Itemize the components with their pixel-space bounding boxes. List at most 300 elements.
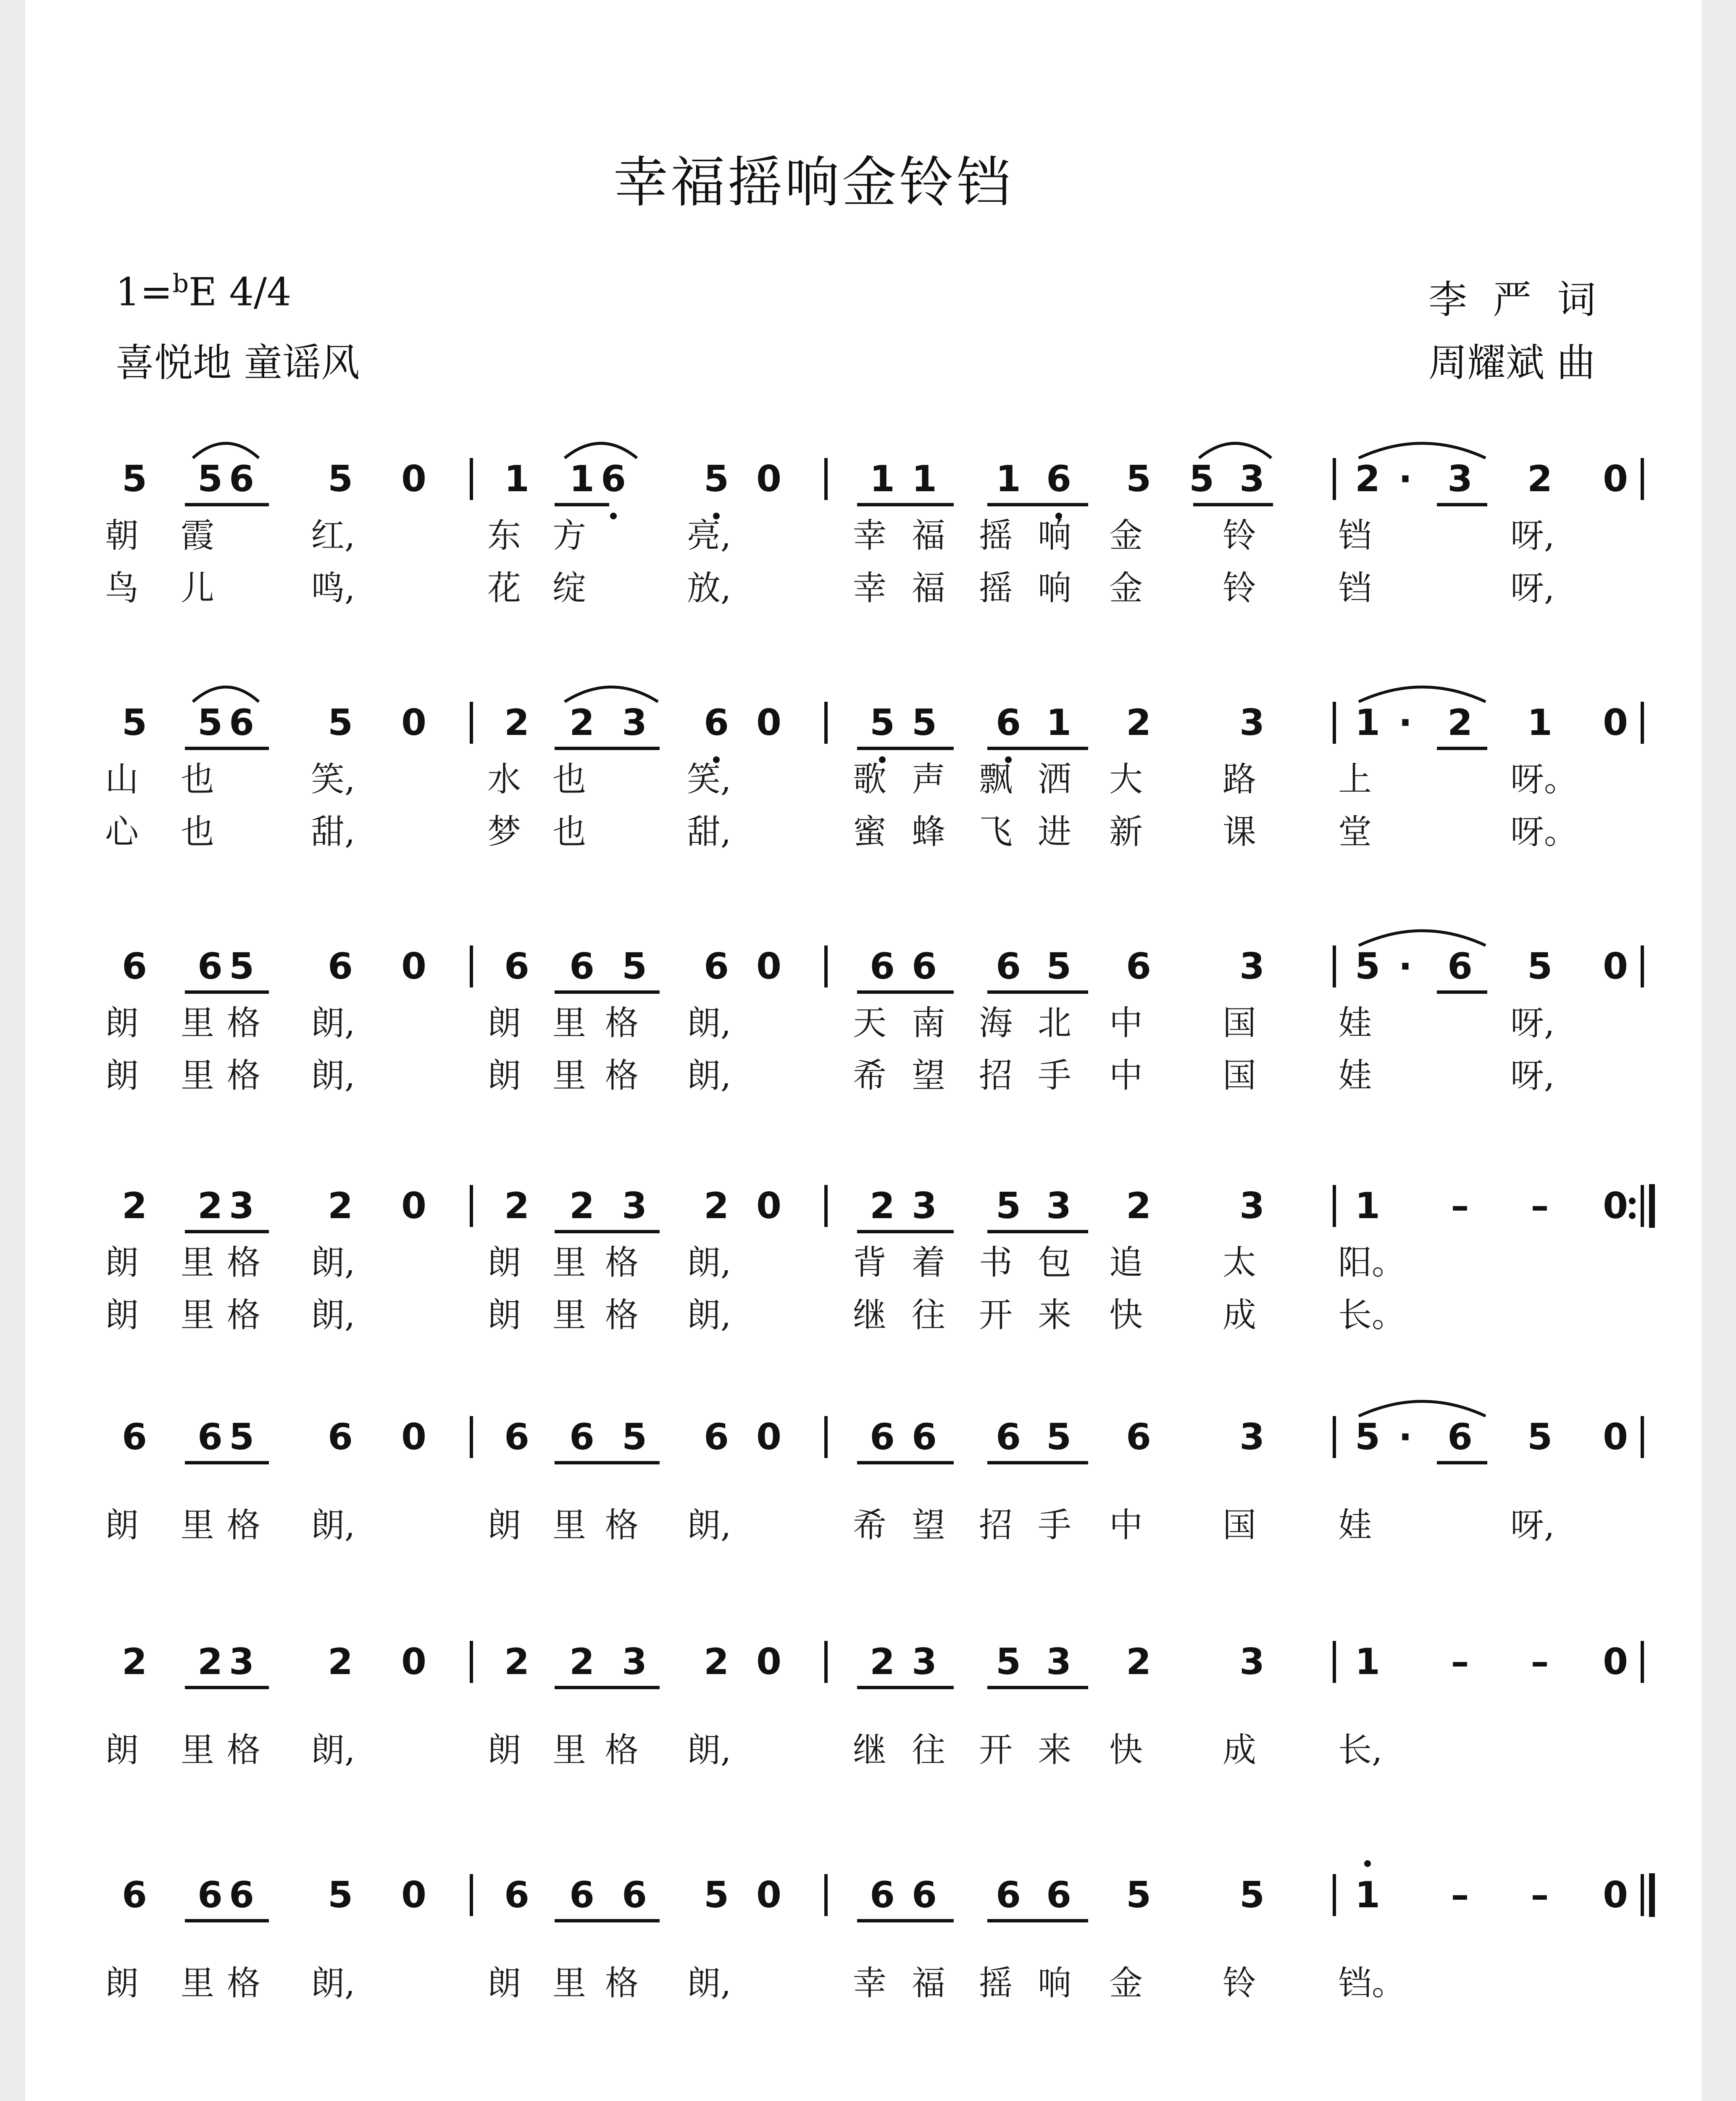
lyric-syllable: 着: [912, 1243, 945, 1282]
lyric-syllable: 蜜: [853, 812, 886, 851]
note-16: 3: [1239, 1416, 1265, 1458]
lyric-syllable: 快: [1109, 1730, 1143, 1769]
note-12: 3: [912, 1641, 937, 1683]
lyric-syllable: 东: [487, 516, 521, 555]
note-5: 0: [401, 702, 426, 744]
eighth-underline: [987, 1686, 1088, 1689]
barline: [470, 1641, 473, 1683]
lyric-syllable: 长,: [1338, 1730, 1383, 1769]
note-2: 2: [197, 1185, 223, 1227]
key-time: E 4/4: [189, 269, 292, 315]
eighth-underline: [185, 747, 269, 750]
note-11: 2: [870, 1641, 895, 1683]
note-13: 6: [996, 1416, 1021, 1458]
lyric-syllable: 里: [181, 1003, 214, 1043]
lyric-syllable: 望: [912, 1056, 945, 1095]
lyric-syllable: 朗: [105, 1003, 139, 1043]
lyric-syllable: 朗: [487, 1243, 521, 1282]
lyric-syllable: 铃: [1223, 516, 1256, 555]
note-21: 0: [1603, 702, 1628, 744]
note-9: 6: [704, 1416, 729, 1458]
note-8: 3: [622, 702, 647, 744]
note-18: ·: [1398, 702, 1412, 744]
note-13: 1: [996, 458, 1021, 500]
note-18: 2: [1355, 458, 1380, 500]
barline: [470, 702, 473, 744]
lyric-syllable: 招: [979, 1056, 1013, 1095]
lyric-syllable: 课: [1223, 812, 1256, 851]
eighth-underline: [987, 747, 1088, 750]
note-16: 3: [1239, 1641, 1265, 1683]
repeat-dot: [1629, 1198, 1636, 1204]
lyric-syllable: 追: [1109, 1243, 1143, 1282]
lyric-syllable: 里: [181, 1295, 214, 1335]
note-17: 5: [1355, 1416, 1380, 1458]
lyric-syllable: 洒: [1038, 760, 1071, 799]
barline: [470, 1874, 473, 1916]
lyric-syllable: 红,: [311, 516, 355, 555]
note-4: 5: [328, 1874, 353, 1916]
barline: [1333, 1416, 1336, 1458]
note-3: 5: [229, 945, 254, 987]
key-prefix: 1=: [116, 269, 173, 315]
note-4: 2: [328, 1641, 353, 1683]
lyric-syllable: 成: [1223, 1730, 1256, 1769]
lyric-syllable: 铛: [1338, 569, 1372, 608]
note-3: 3: [229, 1185, 254, 1227]
lyric-syllable: 海: [979, 1003, 1013, 1043]
note-13: 5: [996, 1641, 1021, 1683]
lyric-syllable: 朗,: [687, 1243, 731, 1282]
note-17: 1: [1355, 1185, 1380, 1227]
repeat-dot: [1629, 1212, 1636, 1219]
lyric-syllable: 水: [487, 760, 521, 799]
lyric-syllable: 呀,: [1510, 569, 1555, 608]
note-19: –: [1531, 1185, 1549, 1227]
lyric-syllable: 格: [227, 1295, 260, 1335]
note-6: 6: [504, 1416, 529, 1458]
lyric-syllable: 娃: [1338, 1506, 1372, 1545]
lyric-syllable: 朝: [105, 516, 139, 555]
eighth-underline: [185, 990, 269, 994]
lyric-syllable: 幸: [853, 569, 886, 608]
note-15: 5: [1126, 458, 1151, 500]
lyric-syllable: 朗,: [311, 1964, 355, 2003]
note-15: 2: [1126, 702, 1151, 744]
note-15: 5: [1126, 1874, 1151, 1916]
note-8: 3: [622, 1641, 647, 1683]
note-16: 3: [1239, 702, 1265, 744]
lyric-syllable: 呀。: [1510, 812, 1578, 851]
lyric-syllable: 飞: [979, 812, 1013, 851]
lyric-syllable: 铃: [1223, 1964, 1256, 2003]
note-13: 5: [996, 1185, 1021, 1227]
note-1: 2: [122, 1185, 147, 1227]
note-1: 5: [122, 702, 147, 744]
lyric-syllable: 中: [1109, 1056, 1143, 1095]
barline: [1641, 702, 1644, 744]
eighth-underline: [555, 1461, 660, 1464]
lyric-syllable: 进: [1038, 812, 1071, 851]
slur: [1357, 433, 1487, 462]
lyric-syllable: 蜂: [912, 812, 945, 851]
lyric-syllable: 格: [227, 1056, 260, 1095]
note-10: 0: [756, 702, 781, 744]
lyric-syllable: 呀,: [1510, 1056, 1555, 1095]
lyric-syllable: 往: [912, 1730, 945, 1769]
note-3: 5: [229, 1416, 254, 1458]
note-2: 6: [197, 1874, 223, 1916]
note-17: 5: [1355, 945, 1380, 987]
note-18: ·: [1398, 945, 1412, 987]
note-7: 2: [569, 1641, 594, 1683]
note-9: 2: [704, 1641, 729, 1683]
lyric-syllable: 朗: [487, 1964, 521, 2003]
note-21: 0: [1603, 1416, 1628, 1458]
note-19: 6: [1447, 945, 1473, 987]
lyric-syllable: 幸: [853, 516, 886, 555]
barline: [1333, 702, 1336, 744]
barline: [470, 1185, 473, 1227]
flat-sign: b: [172, 269, 189, 298]
note-1: 5: [122, 458, 147, 500]
lyricist-credit: 李 严 词: [1428, 277, 1603, 322]
note-11: 6: [870, 1416, 895, 1458]
eighth-underline: [185, 1686, 269, 1689]
repeat-barline: [1641, 1185, 1644, 1227]
lyric-syllable: 心: [105, 812, 139, 851]
note-18: –: [1451, 1641, 1469, 1683]
lyric-syllable: 山: [105, 760, 139, 799]
lyric-syllable: 声: [912, 760, 945, 799]
repeat-barline-thick: [1649, 1184, 1655, 1228]
note-13: 6: [996, 945, 1021, 987]
lyric-syllable: 绽: [552, 569, 586, 608]
lyric-syllable: 里: [552, 1003, 586, 1043]
note-8: 5: [622, 1416, 647, 1458]
eighth-underline: [857, 747, 954, 750]
eighth-underline: [987, 990, 1088, 994]
note-14: 3: [1046, 1641, 1071, 1683]
eighth-underline: [857, 990, 954, 994]
barline: [824, 458, 828, 500]
eighth-underline: [555, 1686, 660, 1689]
slur: [1357, 1391, 1487, 1420]
note-3: 6: [229, 1874, 254, 1916]
lyric-syllable: 继: [853, 1295, 886, 1335]
note-1: 6: [122, 945, 147, 987]
lyric-syllable: 阳。: [1338, 1243, 1405, 1282]
note-7: 2: [569, 702, 594, 744]
note-19: ·: [1398, 458, 1412, 500]
lyric-syllable: 朗,: [687, 1003, 731, 1043]
lyric-syllable: 里: [552, 1730, 586, 1769]
lyric-syllable: 笑,: [687, 760, 731, 799]
lyric-syllable: 朗: [105, 1243, 139, 1282]
lyric-syllable: 朗,: [311, 1295, 355, 1335]
lyric-syllable: 格: [227, 1506, 260, 1545]
note-3: 6: [229, 458, 254, 500]
lyric-syllable: 朗,: [687, 1730, 731, 1769]
lyric-syllable: 成: [1223, 1295, 1256, 1335]
note-2: 2: [197, 1641, 223, 1683]
note-6: 6: [504, 1874, 529, 1916]
lyric-syllable: 金: [1109, 569, 1143, 608]
note-17: 3: [1239, 458, 1265, 500]
lyric-syllable: 格: [227, 1243, 260, 1282]
note-6: 2: [504, 1185, 529, 1227]
note-19: –: [1531, 1641, 1549, 1683]
note-9: 6: [704, 945, 729, 987]
lyric-syllable: 国: [1223, 1003, 1256, 1043]
eighth-underline: [1437, 747, 1487, 750]
barline: [1333, 1185, 1336, 1227]
barline: [470, 945, 473, 987]
lyric-syllable: 亮,: [687, 516, 731, 555]
lyric-syllable: 格: [605, 1056, 639, 1095]
lyric-syllable: 呀,: [1510, 1003, 1555, 1043]
note-7: 6: [569, 1416, 594, 1458]
note-3: 6: [229, 702, 254, 744]
lyric-syllable: 书: [979, 1243, 1013, 1282]
note-7: 1: [569, 458, 594, 500]
note-10: 0: [756, 458, 781, 500]
lyric-syllable: 堂: [1338, 812, 1372, 851]
note-5: 0: [401, 945, 426, 987]
lyric-syllable: 继: [853, 1730, 886, 1769]
lyric-syllable: 朗: [105, 1506, 139, 1545]
note-8: 3: [622, 1185, 647, 1227]
barline: [1641, 945, 1644, 987]
lyric-syllable: 朗: [487, 1003, 521, 1043]
lyric-syllable: 笑,: [311, 760, 355, 799]
eighth-underline: [857, 1230, 954, 1233]
note-19: 2: [1447, 702, 1473, 744]
eighth-underline: [1437, 503, 1487, 506]
lyric-syllable: 天: [853, 1003, 886, 1043]
lyric-syllable: 金: [1109, 516, 1143, 555]
lyric-syllable: 朗: [487, 1056, 521, 1095]
lyric-syllable: 朗,: [311, 1243, 355, 1282]
lyric-syllable: 呀,: [1510, 516, 1555, 555]
lyric-syllable: 朗,: [687, 1056, 731, 1095]
barline: [1641, 1641, 1644, 1683]
note-20: 3: [1447, 458, 1473, 500]
note-12: 6: [912, 1874, 937, 1916]
lyric-syllable: 铛: [1338, 516, 1372, 555]
note-18: ·: [1398, 1416, 1412, 1458]
eighth-underline: [555, 990, 660, 994]
lyric-syllable: 甜,: [687, 812, 731, 851]
lyric-syllable: 铛。: [1338, 1964, 1405, 2003]
note-10: 0: [756, 1416, 781, 1458]
note-14: 5: [1046, 945, 1071, 987]
note-12: 1: [912, 458, 937, 500]
lyric-syllable: 太: [1223, 1243, 1256, 1282]
barline: [824, 1185, 828, 1227]
lyric-syllable: 朗,: [311, 1730, 355, 1769]
note-15: 6: [1126, 1416, 1151, 1458]
note-17: 1: [1355, 1874, 1380, 1916]
lyric-syllable: 里: [552, 1056, 586, 1095]
lyric-syllable: 朗,: [311, 1056, 355, 1095]
note-8: 6: [622, 1874, 647, 1916]
eighth-underline: [987, 1230, 1088, 1233]
note-1: 6: [122, 1874, 147, 1916]
eighth-underline: [185, 1919, 269, 1922]
slur: [563, 677, 660, 706]
lyric-syllable: 甜,: [311, 812, 355, 851]
note-5: 0: [401, 1874, 426, 1916]
lyric-syllable: 儿: [181, 569, 214, 608]
note-4: 5: [328, 702, 353, 744]
barline: [1333, 1874, 1336, 1916]
note-11: 2: [870, 1185, 895, 1227]
lyric-syllable: 也: [181, 812, 214, 851]
note-15: 6: [1126, 945, 1151, 987]
eighth-underline: [857, 1686, 954, 1689]
note-9: 5: [704, 1874, 729, 1916]
upper-octave-dot: [1364, 1860, 1371, 1867]
note-14: 5: [1046, 1416, 1071, 1458]
lyric-syllable: 包: [1038, 1243, 1071, 1282]
lyric-syllable: 朗,: [687, 1964, 731, 2003]
lyric-syllable: 中: [1109, 1003, 1143, 1043]
note-16: 5: [1239, 1874, 1265, 1916]
lyric-syllable: 里: [552, 1243, 586, 1282]
lyric-syllable: 长。: [1338, 1295, 1405, 1335]
lyric-syllable: 里: [181, 1964, 214, 2003]
lyric-syllable: 上: [1338, 760, 1372, 799]
eighth-underline: [987, 1461, 1088, 1464]
lyric-syllable: 里: [181, 1243, 214, 1282]
note-18: –: [1451, 1874, 1469, 1916]
slur: [1357, 677, 1487, 706]
lyric-syllable: 来: [1038, 1730, 1071, 1769]
note-15: 2: [1126, 1185, 1151, 1227]
note-8: 5: [622, 945, 647, 987]
lyric-syllable: 格: [605, 1506, 639, 1545]
lyric-syllable: 朗: [487, 1295, 521, 1335]
slur: [563, 433, 639, 462]
composer-credit: 周耀斌 曲: [1428, 340, 1596, 385]
lyric-syllable: 飘: [979, 760, 1013, 799]
note-11: 6: [870, 945, 895, 987]
lyric-syllable: 呀。: [1510, 760, 1578, 799]
eighth-underline: [185, 1230, 269, 1233]
note-5: 0: [401, 1416, 426, 1458]
lyric-syllable: 手: [1038, 1056, 1071, 1095]
lyric-syllable: 南: [912, 1003, 945, 1043]
lyric-syllable: 也: [181, 760, 214, 799]
note-1: 2: [122, 1641, 147, 1683]
note-6: 2: [504, 1641, 529, 1683]
eighth-underline: [1437, 990, 1487, 994]
note-13: 6: [996, 1874, 1021, 1916]
note-12: 3: [912, 1185, 937, 1227]
note-19: –: [1531, 1874, 1549, 1916]
note-11: 1: [870, 458, 895, 500]
note-20: 5: [1527, 945, 1552, 987]
note-6: 2: [504, 702, 529, 744]
eighth-underline: [555, 747, 660, 750]
note-5: 0: [401, 1641, 426, 1683]
lyric-syllable: 里: [552, 1295, 586, 1335]
note-16: 3: [1239, 945, 1265, 987]
barline: [1641, 458, 1644, 500]
note-10: 0: [756, 1641, 781, 1683]
barline: [824, 945, 828, 987]
note-3: 3: [229, 1641, 254, 1683]
song-title: 幸福摇响金铃铛: [613, 150, 1014, 214]
lyric-syllable: 金: [1109, 1964, 1143, 2003]
tempo-marking: 喜悦地 童谣风: [116, 340, 360, 385]
eighth-underline: [987, 1919, 1088, 1922]
lyric-syllable: 朗: [105, 1730, 139, 1769]
lyric-syllable: 招: [979, 1506, 1013, 1545]
lyric-syllable: 往: [912, 1295, 945, 1335]
lyric-syllable: 铃: [1223, 569, 1256, 608]
lyric-syllable: 开: [979, 1730, 1013, 1769]
lyric-syllable: 娃: [1338, 1003, 1372, 1043]
barline: [824, 1641, 828, 1683]
eighth-underline: [857, 1461, 954, 1464]
lyric-syllable: 朗: [105, 1056, 139, 1095]
note-8: 6: [601, 458, 626, 500]
eighth-underline: [185, 503, 269, 506]
note-20: 0: [1603, 1641, 1628, 1683]
lyric-syllable: 朗: [105, 1295, 139, 1335]
note-10: 0: [756, 1185, 781, 1227]
note-18: –: [1451, 1185, 1469, 1227]
lyric-syllable: 响: [1038, 569, 1071, 608]
eighth-underline: [857, 1919, 954, 1922]
lyric-syllable: 里: [552, 1964, 586, 2003]
lyric-syllable: 望: [912, 1506, 945, 1545]
lyric-syllable: 北: [1038, 1003, 1071, 1043]
note-4: 2: [328, 1185, 353, 1227]
note-17: 1: [1355, 1641, 1380, 1683]
lyric-syllable: 里: [181, 1730, 214, 1769]
note-5: 0: [401, 1185, 426, 1227]
note-2: 6: [197, 1416, 223, 1458]
note-20: 0: [1603, 1185, 1628, 1227]
note-6: 6: [504, 945, 529, 987]
barline: [1333, 458, 1336, 500]
note-21: 2: [1527, 458, 1552, 500]
lyric-syllable: 霞: [181, 516, 214, 555]
lyric-syllable: 也: [552, 760, 586, 799]
barline: [824, 702, 828, 744]
barline: [470, 1416, 473, 1458]
note-14: 6: [1046, 458, 1071, 500]
barline: [470, 458, 473, 500]
note-11: 6: [870, 1874, 895, 1916]
note-16: 5: [1189, 458, 1214, 500]
note-19: 6: [1447, 1416, 1473, 1458]
note-22: 0: [1603, 458, 1628, 500]
lyric-syllable: 里: [181, 1506, 214, 1545]
note-11: 5: [870, 702, 895, 744]
eighth-underline: [555, 503, 609, 506]
lyric-syllable: 福: [912, 1964, 945, 2003]
lyric-syllable: 大: [1109, 760, 1143, 799]
lyric-syllable: 希: [853, 1506, 886, 1545]
lyric-syllable: 手: [1038, 1506, 1071, 1545]
note-7: 6: [569, 945, 594, 987]
slur: [1357, 920, 1487, 950]
note-2: 5: [197, 702, 223, 744]
